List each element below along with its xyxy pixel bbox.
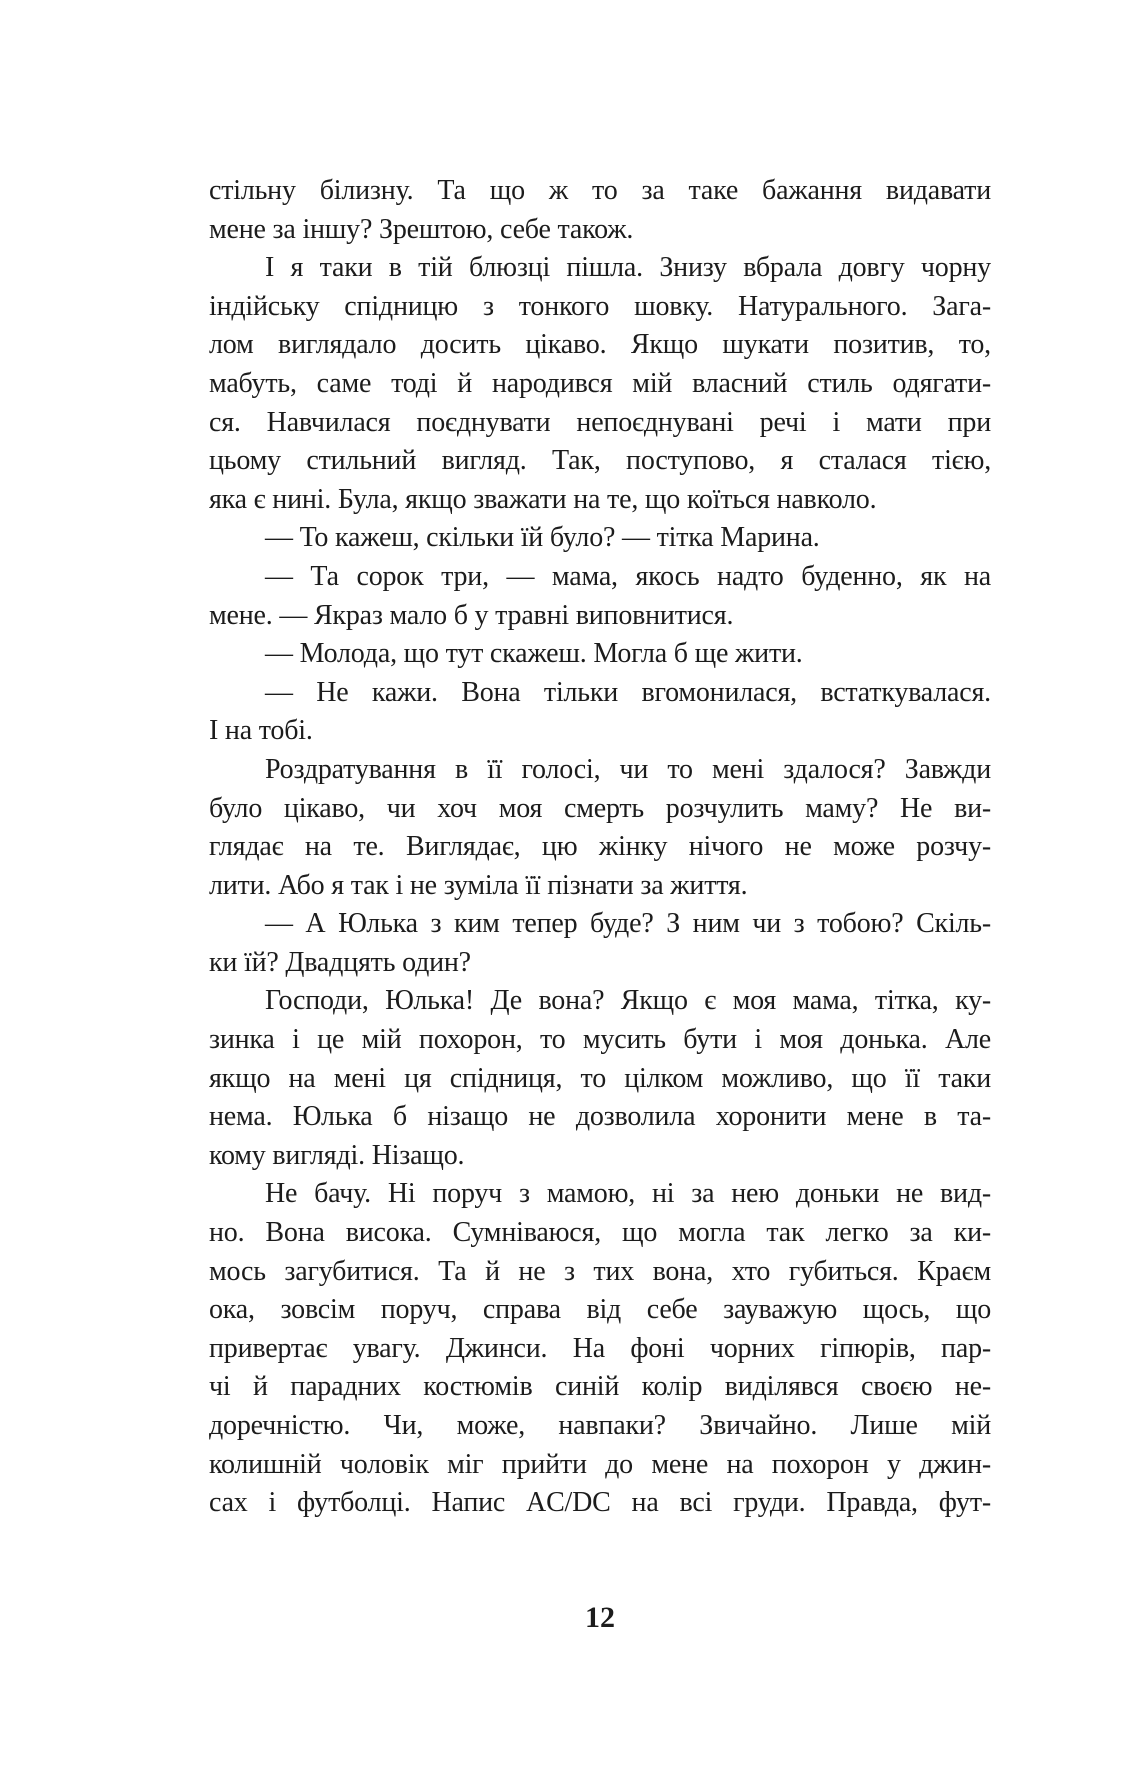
text-line: Не бачу. Ні поруч з мамою, ні за нею доньки не вид- xyxy=(265,1178,991,1210)
paragraph xyxy=(209,982,991,1175)
text-line: Господи, Юлька! Де вона? Якщо є моя мама, тітка, ку- xyxy=(265,985,991,1017)
text-line: колишній чоловік міг прийти до мене на похорон у джин- xyxy=(209,1448,991,1480)
text-line: було цікаво, чи хоч моя смерть розчулить маму? Не ви- xyxy=(209,792,991,824)
text-line: ся. Навчилася поєднувати непоєднувані речі і мати при xyxy=(209,406,991,438)
text-line: нема. Юлька б нізащо не дозволила хоронити мене в та- xyxy=(209,1101,991,1133)
text-line: кому вигляді. Нізащо. xyxy=(209,1139,465,1171)
text-line: зинка і це мій похорон, то мусить бути і моя донька. Але xyxy=(209,1024,991,1056)
paragraph xyxy=(209,674,991,751)
text-line: — То кажеш, скільки їй було? — тітка Марина. xyxy=(265,522,820,554)
text-line: індійську спідницю з тонкого шовку. Натурального. Зага- xyxy=(209,290,991,322)
text-line: чі й парадних костюмів синій колір виділявся своєю не- xyxy=(209,1371,991,1403)
paragraph xyxy=(209,905,991,982)
text-line: І на тобі. xyxy=(209,715,313,747)
text-line: ки їй? Двадцять один? xyxy=(209,946,471,978)
text-line: лити. Або я так і не зуміла її пізнати за життя. xyxy=(209,869,748,901)
text-line: яка є нині. Була, якщо зважати на те, що коїться навколо. xyxy=(209,483,877,515)
text-line: лом виглядало досить цікаво. Якщо шукати позитив, то, xyxy=(209,329,991,361)
text-line: мене. — Якраз мало б у травні виповнитися. xyxy=(209,599,734,631)
text-line: — Не кажи. Вона тільки вгомонилася, встаткувалася. xyxy=(265,676,991,708)
text-line: якщо на мені ця спідниця, то цілком можливо, що її таки xyxy=(209,1062,991,1094)
text-line: но. Вона висока. Сумніваюся, що могла так легко за ки- xyxy=(209,1217,991,1249)
text-line: Роздратування в її голосі, чи то мені здалося? Завжди xyxy=(265,753,991,785)
paragraph xyxy=(209,1175,991,1522)
text-line: мабуть, саме тоді й народився мій власний стиль одягати- xyxy=(209,367,991,399)
paragraph xyxy=(209,249,991,519)
text-line: сах і футболці. Напис AC/DC на всі груди. Правда, фут- xyxy=(209,1487,991,1519)
text-line: привертає увагу. Джинси. На фоні чорних гіпюрів, пар- xyxy=(209,1332,991,1364)
text-line: глядає на те. Виглядає, цю жінку нічого не може розчу- xyxy=(209,831,991,863)
text-line: — Молода, що тут скажеш. Могла б ще жити. xyxy=(265,638,803,670)
paragraph xyxy=(209,558,991,635)
text-block xyxy=(209,172,991,1523)
text-line: доречністю. Чи, може, навпаки? Звичайно. Лише мій xyxy=(209,1410,991,1441)
paragraph xyxy=(209,751,991,905)
page-number: 12 xyxy=(585,1601,615,1634)
text-line: І я таки в тій блюзці пішла. Знизу вбрала довгу чорну xyxy=(265,252,991,284)
text-line: — Та сорок три, — мама, якось надто буденно, як на xyxy=(265,560,991,592)
text-line: стільну білизну. Та що ж то за таке бажання видавати xyxy=(209,175,991,206)
text-line: цьому стильний вигляд. Так, поступово, я сталася тією, xyxy=(209,445,991,477)
text-line: ока, зовсім поруч, справа від себе зауважую щось, що xyxy=(209,1294,991,1326)
paragraph xyxy=(209,635,991,674)
paragraph xyxy=(209,519,991,558)
text-line: мось загубитися. Та й не з тих вона, хто губиться. Краєм xyxy=(209,1255,991,1287)
paragraph xyxy=(209,172,991,249)
text-line: — А Юлька з ким тепер буде? З ним чи з тобою? Скіль- xyxy=(265,908,991,940)
text-line: мене за іншу? Зрештою, себе також. xyxy=(209,213,634,245)
